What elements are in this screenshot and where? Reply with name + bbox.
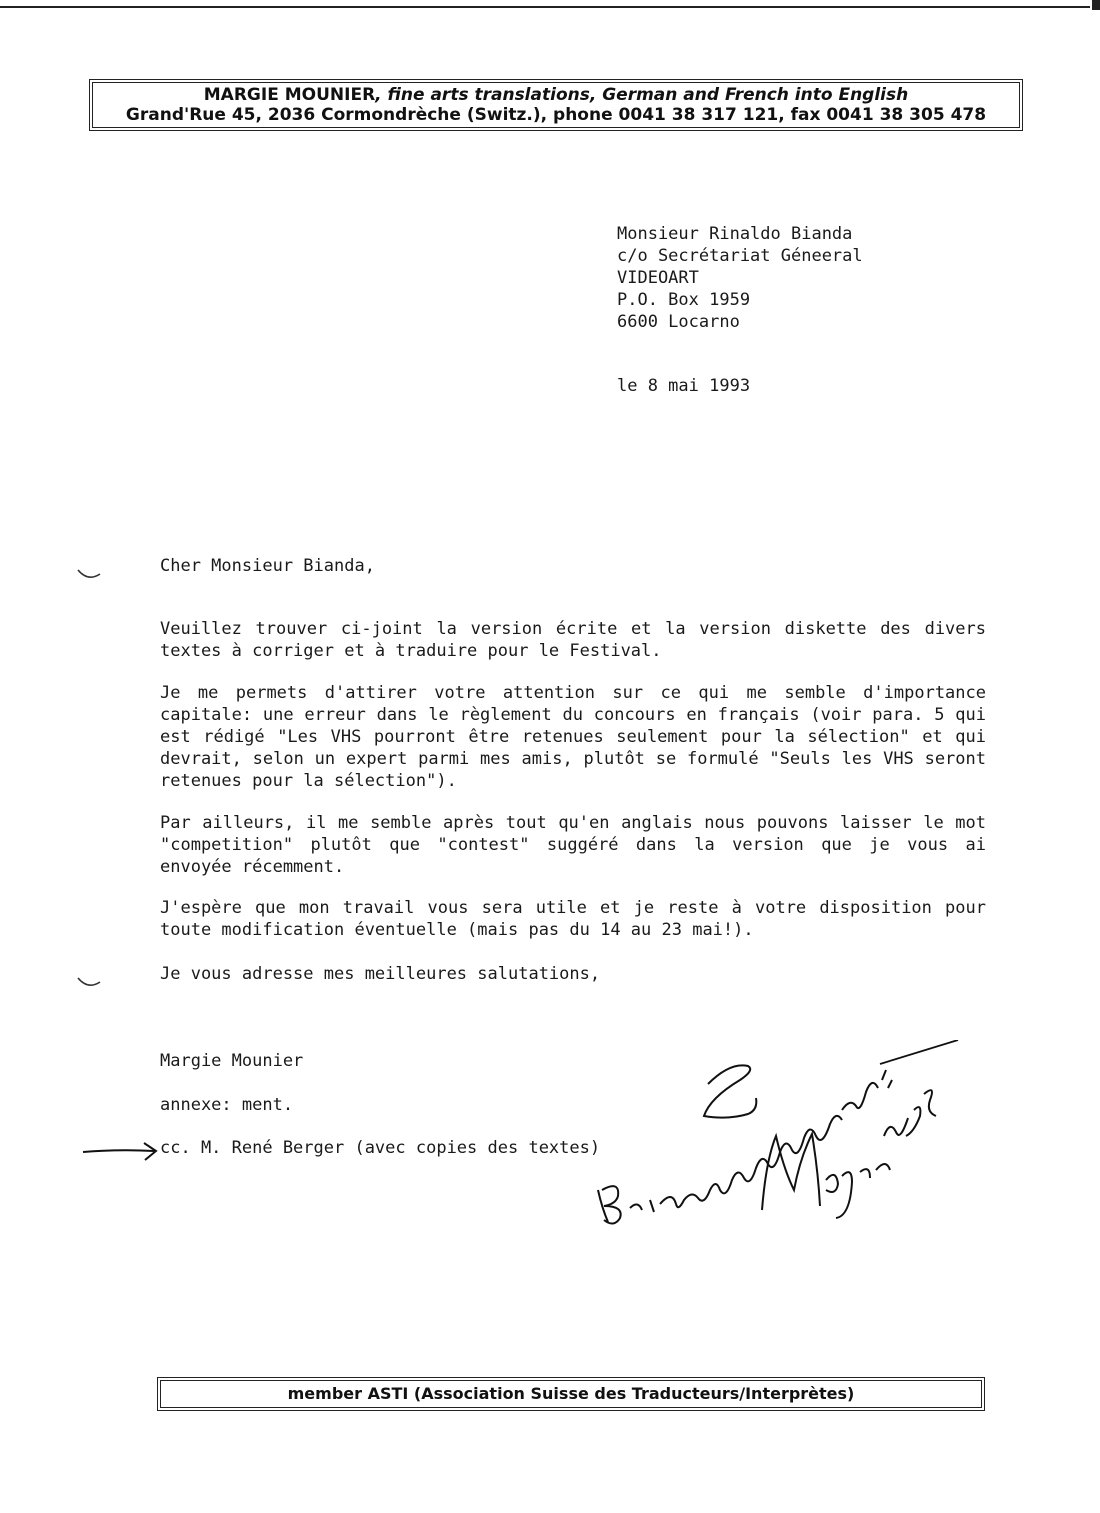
body-paragraph: Par ailleurs, il me semble après tout qu'en anglais nous pouvons laisser le mot "competition" plutôt que "contest" suggéré dans la version que je vous ai envoyée récemment. — [160, 813, 986, 877]
recipient-line: c/o Secrétariat Géneeral — [617, 246, 863, 266]
top-edge-rule — [0, 6, 1090, 8]
handwritten-arrow-icon — [82, 1140, 162, 1162]
salutation: Cher Monsieur Bianda, — [160, 556, 375, 576]
punch-hole-mark — [76, 976, 102, 990]
letterhead-name: MARGIE MOUNIER — [203, 85, 376, 105]
enclosure-note: annexe: ment. — [160, 1095, 294, 1115]
sender-name: Margie Mounier — [160, 1051, 304, 1071]
letterhead-title-line — [93, 85, 1019, 105]
recipient-line: P.O. Box 1959 — [617, 290, 751, 310]
body-paragraph: J'espère que mon travail vous sera utile et je reste à votre disposition pour toute modification éventuelle (mais pas du 14 au 23 mai!). — [160, 898, 986, 940]
letterhead-tagline: , fine arts translations, German and French into English — [375, 85, 909, 105]
letterhead-address: Grand'Rue 45, 2036 Cormondrèche (Switz.), phone 0041 38 317 121, fax 0041 38 305 478 — [125, 105, 987, 125]
recipient-line: VIDEOART — [617, 268, 699, 288]
letterhead-banner — [92, 82, 1020, 128]
recipient-address — [617, 223, 863, 333]
letter-date: le 8 mai 1993 — [617, 376, 751, 396]
handwritten-signature — [580, 1040, 970, 1230]
cc-line: cc. M. René Berger (avec copies des textes) — [160, 1138, 601, 1158]
footer-banner: member ASTI (Association Suisse des Traducteurs/Interprètes) — [160, 1380, 982, 1408]
body-paragraph: Je me permets d'attirer votre attention sur ce qui me semble d'importance capitale: une erreur dans le règlement du concours en français (voir para. 5 qui est rédigé "Les VHS pourront être retenues seulement pour la sélection" et qui devrait, selon un expert parmi mes amis, plutôt se formulé "Seuls les VHS seront retenues pour la sélection"). — [160, 683, 986, 791]
closing-line: Je vous adresse mes meilleures salutations, — [160, 964, 601, 984]
body-paragraph: Veuillez trouver ci-joint la version écrite et la version diskette des divers textes à corriger et à traduire pour le Festival. — [160, 619, 986, 661]
scan-corner-mark — [1092, 0, 1100, 10]
recipient-line: Monsieur Rinaldo Bianda — [617, 224, 853, 244]
recipient-line: 6600 Locarno — [617, 312, 740, 332]
punch-hole-mark — [76, 568, 102, 582]
